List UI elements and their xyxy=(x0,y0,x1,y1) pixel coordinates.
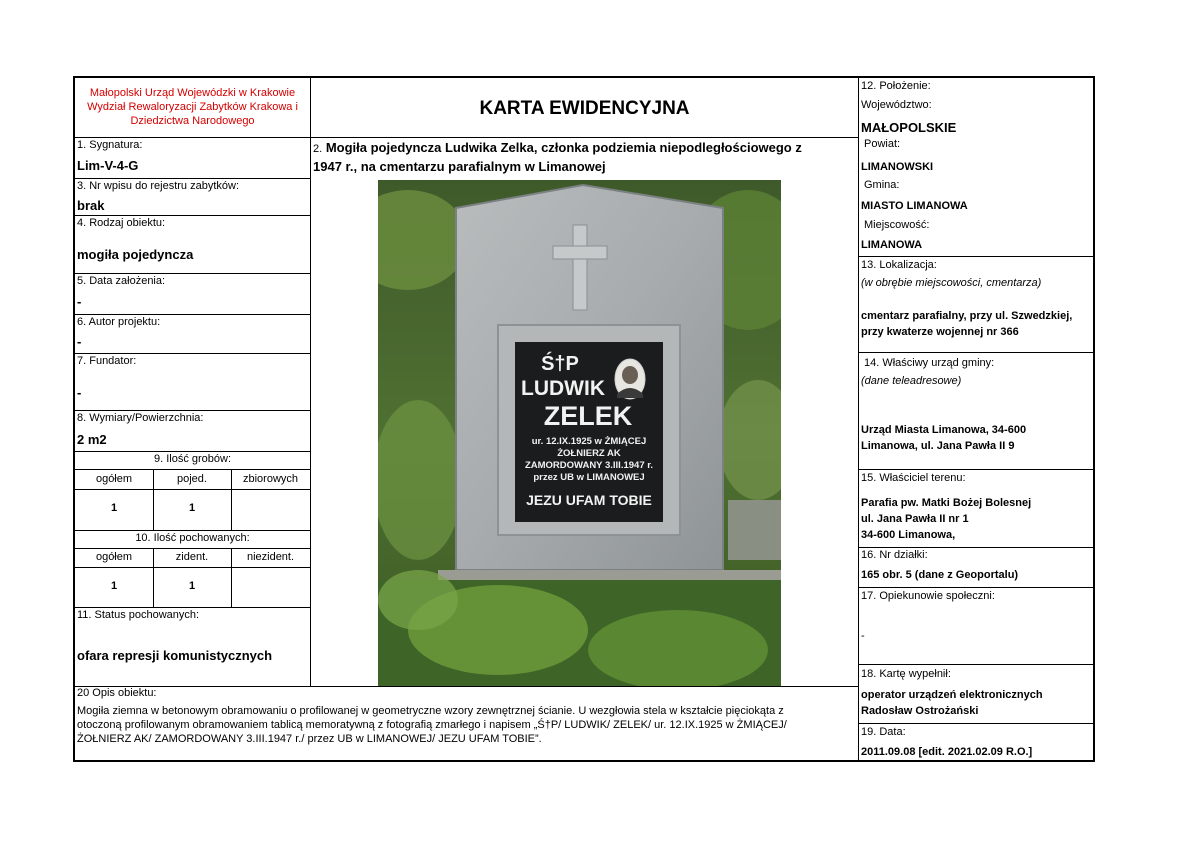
opis-line-1: Mogiła ziemna w betonowym obramowaniu o profilowanej w geometryczne wzory zewnętrznej ścianie. U wezgłowia stela w kształcie pięciokąta z xyxy=(77,705,784,717)
gmina-label: Gmina: xyxy=(864,179,900,191)
object-title-line2: 1947 r., na cmentarzu parafialnym w Limanowej xyxy=(313,159,606,174)
wlasciciel-value-2: ul. Jana Pawła II nr 1 xyxy=(861,513,969,525)
sygnatura-label: 1. Sygnatura: xyxy=(77,139,143,151)
wypelnil-label: 18. Kartę wypełnił: xyxy=(861,668,951,680)
opis-label: 20 Opis obiektu: xyxy=(77,687,157,699)
autor-label: 6. Autor projektu: xyxy=(77,316,161,328)
urzad-value-2: Limanowa, ul. Jana Pawła II 9 xyxy=(861,440,1015,452)
miejscowosc-value: LIMANOWA xyxy=(861,239,923,251)
autor-value: - xyxy=(77,334,82,349)
wojewodztwo-label: Województwo: xyxy=(861,99,932,111)
wymiary-label: 8. Wymiary/Powierzchnia: xyxy=(77,412,204,424)
fundator-value: - xyxy=(77,385,82,400)
lokalizacja-hint: (w obrębie miejscowości, cmentarza) xyxy=(861,277,1042,289)
lokalizacja-value-2: przy kwaterze wojennej nr 366 xyxy=(861,326,1019,338)
pochowani-header-zident: zident. xyxy=(175,551,209,563)
miejscowosc-label: Miejscowość: xyxy=(864,219,930,231)
rejestr-label: 3. Nr wpisu do rejestru zabytków: xyxy=(77,180,240,192)
pochowani-header-ogolem: ogółem xyxy=(95,551,133,563)
card-title: KARTA EWIDENCYJNA xyxy=(479,98,690,119)
gmina-value: MIASTO LIMANOWA xyxy=(861,200,968,212)
opis-line-3: ŻOŁNIERZ AK/ ZAMORDOWANY 3.III.1947 r./ przez UB w LIMANOWEJ/ JEZU UFAM TOBIE”. xyxy=(77,733,542,745)
fundator-label: 7. Fundator: xyxy=(77,355,137,367)
plaque-line-5: ŻOŁNIERZ AK xyxy=(557,448,621,459)
plaque-line-3: ZELEK xyxy=(543,401,633,431)
groby-header-zbiorowych: zbiorowych xyxy=(242,473,299,485)
plaque-line-7: przez UB w LIMANOWEJ xyxy=(533,472,645,483)
pochowani-value-zident: 1 xyxy=(188,580,196,592)
groby-value-pojed: 1 xyxy=(188,502,196,514)
status-label: 11. Status pochowanych: xyxy=(77,609,200,621)
plaque-line-1: Ś†P xyxy=(541,353,579,375)
wypelnil-value-2: Radosław Ostrożański xyxy=(861,705,979,717)
plaque-line-4: ur. 12.IX.1925 w ŻMIĄCEJ xyxy=(531,436,647,447)
wlasciciel-value-1: Parafia pw. Matki Bożej Bolesnej xyxy=(861,497,1032,509)
status-value: ofara represji komunistycznych xyxy=(77,648,273,663)
wypelnil-value-1: operator urządzeń elektronicznych xyxy=(861,689,1043,701)
groby-header-pojed: pojed. xyxy=(177,473,207,485)
powiat-label: Powiat: xyxy=(864,138,901,150)
polozenie-label: 12. Położenie: xyxy=(861,80,931,92)
data-zalozenia-value: - xyxy=(77,294,82,309)
urzad-value-1: Urząd Miasta Limanowa, 34-600 xyxy=(861,424,1027,436)
urzad-hint: (dane teleadresowe) xyxy=(861,375,962,387)
lokalizacja-value-1: cmentarz parafialny, przy ul. Szwedzkiej, xyxy=(861,310,1073,322)
wojewodztwo-value: MAŁOPOLSKIE xyxy=(861,120,957,135)
pochowani-label: 10. Ilość pochowanych: xyxy=(135,532,250,544)
object-title-line1: Mogiła pojedyncza Ludwika Zelka, członka podziemia niepodległościowego z xyxy=(325,140,802,155)
record-card xyxy=(73,76,1095,762)
powiat-value: LIMANOWSKI xyxy=(861,161,934,173)
grave-photo xyxy=(378,180,781,686)
groby-value-ogolem: 1 xyxy=(110,502,118,514)
wlasciciel-label: 15. Właściciel terenu: xyxy=(861,472,966,484)
groby-header-ogolem: ogółem xyxy=(95,473,133,485)
plaque-line-8: JEZU UFAM TOBIE xyxy=(526,492,652,508)
opis-line-2: otoczoną profilowanym obramowaniem tablicą memoratywną z fotografią zmarłego i napisem „Ś†P/ LUDWIK/ ZELEK/ ur. 12.IX.1925 w ŻMIĄCEJ/ xyxy=(77,719,787,731)
lokalizacja-label: 13. Lokalizacja: xyxy=(861,259,937,271)
pochowani-header-niezident: niezident. xyxy=(246,551,295,563)
groby-label: 9. Ilość grobów: xyxy=(153,453,232,465)
plaque-line-2: LUDWIK xyxy=(521,377,605,400)
object-title xyxy=(313,139,858,176)
opiekunowie-value: - xyxy=(861,630,865,642)
opis-text xyxy=(77,704,857,746)
institution-name: Małopolski Urząd Wojewódzki w Krakowie Wydział Rewaloryzacji Zabytków Krakowa i Dziedzictwa Narodowego xyxy=(87,87,298,127)
dzialka-label: 16. Nr działki: xyxy=(861,549,928,561)
wymiary-value: 2 m2 xyxy=(77,432,107,447)
rodzaj-value: mogiła pojedyncza xyxy=(77,247,194,262)
opiekunowie-label: 17. Opiekunowie społeczni: xyxy=(861,590,995,602)
dzialka-value: 165 obr. 5 (dane z Geoportalu) xyxy=(861,569,1019,581)
plaque-line-6: ZAMORDOWANY 3.III.1947 r. xyxy=(524,460,654,471)
urzad-label: 14. Właściwy urząd gminy: xyxy=(864,357,995,369)
data-wypelnienia-label: 19. Data: xyxy=(861,726,906,738)
data-wypelnienia-value: 2011.09.08 [edit. 2021.02.09 R.O.] xyxy=(861,746,1033,758)
data-zalozenia-label: 5. Data założenia: xyxy=(77,275,166,287)
sygnatura-value: Lim-V-4-G xyxy=(77,158,139,173)
rodzaj-label: 4. Rodzaj obiektu: xyxy=(77,217,166,229)
wlasciciel-value-3: 34-600 Limanowa, xyxy=(861,529,956,541)
rejestr-value: brak xyxy=(77,198,105,213)
pochowani-value-ogolem: 1 xyxy=(110,580,118,592)
object-number: 2. xyxy=(313,143,323,155)
